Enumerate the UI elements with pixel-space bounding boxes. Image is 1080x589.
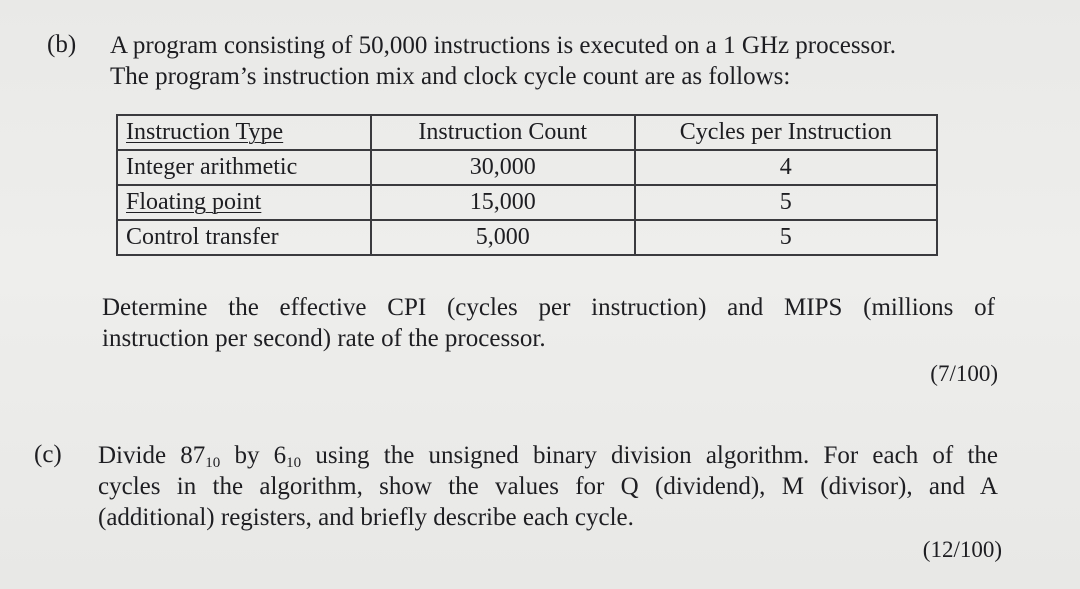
header-instruction-type: Instruction Type xyxy=(117,115,371,150)
table-header-row xyxy=(117,115,937,150)
header-instruction-count: Instruction Count xyxy=(371,115,635,150)
part-b-intro-line1: A program consisting of 50,000 instructions is executed on a 1 GHz processor. xyxy=(110,32,896,59)
part-c-marks: (12/100) xyxy=(922,537,1002,562)
part-b-question-line1: Determine the effective CPI (cycles per instruction) and MIPS (millions of xyxy=(102,294,995,321)
row-type-cell: Floating point xyxy=(117,185,371,220)
part-b-question xyxy=(102,292,995,354)
row-cpi-cell: 5 xyxy=(635,220,937,255)
part-c-question xyxy=(98,440,998,533)
table-row xyxy=(117,150,937,185)
part-c-label: (c) xyxy=(34,441,62,468)
table-row xyxy=(117,185,937,220)
part-b-question-line2: instruction per second) rate of the processor. xyxy=(102,325,546,352)
part-b-intro xyxy=(110,30,990,92)
header-cycles-per-instruction: Cycles per Instruction xyxy=(635,115,937,150)
instruction-mix-table xyxy=(116,114,938,256)
part-b-label: (b) xyxy=(47,31,77,58)
part-b-intro-line2: The program’s instruction mix and clock cycle count are as follows: xyxy=(110,63,791,90)
row-cpi-cell: 4 xyxy=(635,150,937,185)
row-count-cell: 15,000 xyxy=(371,185,635,220)
row-count-cell: 5,000 xyxy=(371,220,635,255)
part-c-question-line1: Divide $87_{10}$ by $6_{10}$ using the unsigned binary division algorithm. For each of the xyxy=(98,442,998,471)
row-cpi-cell: 5 xyxy=(635,185,937,220)
table-row xyxy=(117,220,937,255)
part-b-marks: (7/100) xyxy=(930,361,998,386)
part-c-question-line3: (additional) registers, and briefly describe each cycle. xyxy=(98,504,634,531)
row-type-cell: Integer arithmetic xyxy=(117,150,371,185)
part-c-question-line2: cycles in the algorithm, show the values for Q (dividend), M (divisor), and A xyxy=(98,473,998,500)
row-count-cell: 30,000 xyxy=(371,150,635,185)
row-type-cell: Control transfer xyxy=(117,220,371,255)
